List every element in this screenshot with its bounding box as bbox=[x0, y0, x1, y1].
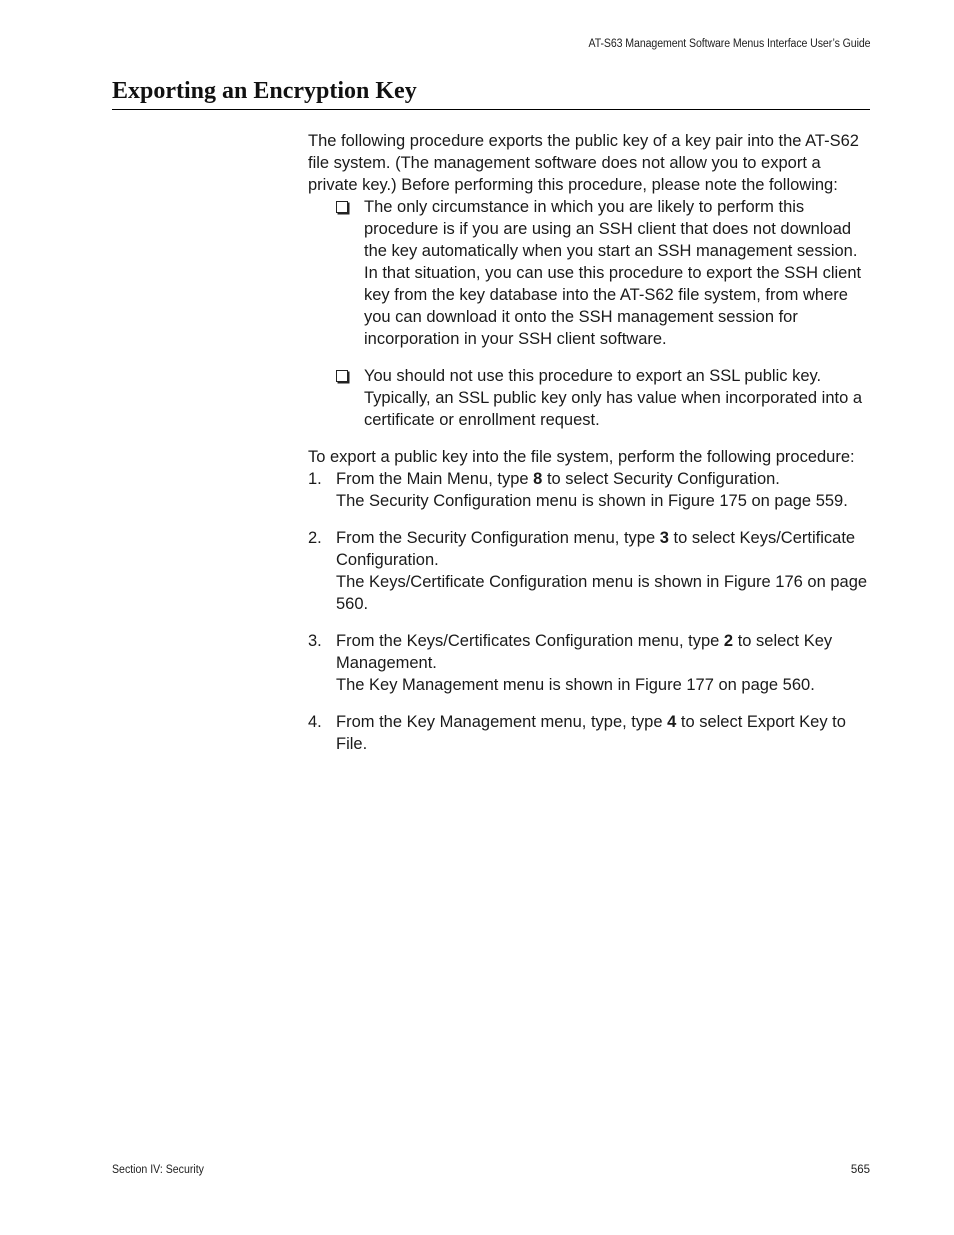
step-number: 4. bbox=[308, 713, 322, 731]
step-number: 1. bbox=[308, 470, 322, 488]
page-number: 565 bbox=[850, 1164, 870, 1176]
step-instruction bbox=[336, 711, 870, 755]
step-key: 3 bbox=[659, 529, 669, 547]
step-text-post: to select Keys/Certificate Configuration. bbox=[336, 529, 856, 569]
footer-section: Section IV: Security bbox=[112, 1164, 204, 1176]
procedure-intro: To export a public key into the file system, perform the following procedure: bbox=[308, 448, 855, 466]
procedure-steps bbox=[308, 468, 870, 755]
step-text-pre: From the Keys/Certificates Configuration menu, type bbox=[336, 632, 724, 650]
checkbox-bullet-icon bbox=[336, 201, 348, 213]
step-number: 2. bbox=[308, 529, 322, 547]
step-item bbox=[308, 711, 870, 755]
step-note: The Key Management menu is shown in Figure 177 on page 560. bbox=[336, 676, 815, 694]
step-item bbox=[308, 468, 870, 512]
checkbox-bullet-icon bbox=[336, 370, 348, 382]
running-header: AT-S63 Management Software Menus Interface User’s Guide bbox=[588, 38, 870, 50]
section-title: Exporting an Encryption Key bbox=[112, 78, 870, 110]
step-instruction bbox=[336, 527, 870, 571]
step-key: 2 bbox=[723, 632, 734, 650]
step-text-post: to select Key Management. bbox=[336, 632, 833, 672]
step-key: 4 bbox=[667, 713, 677, 731]
step-text-pre: From the Key Management menu, type, type bbox=[336, 713, 668, 731]
note-list bbox=[308, 196, 870, 431]
step-key: 8 bbox=[533, 470, 543, 488]
step-number: 3. bbox=[308, 632, 322, 650]
step-note: The Keys/Certificate Configuration menu is shown in Figure 176 on page 560. bbox=[336, 573, 868, 613]
note-text: The only circumstance in which you are likely to perform this procedure is if you are using an SSH client that does not download the key automatically when you start an SSH management session. In that situation, you can use this procedure to export the SSH client key from the key database into the AT-S62 file system, from where you can download it onto the SSH management session for incorporation in your SSH client software. bbox=[364, 198, 862, 348]
step-text-post: to select Export Key to File. bbox=[336, 713, 846, 753]
note-text: You should not use this procedure to export an SSL public key. Typically, an SSL public key only has value when incorporated into a certificate or enrollment request. bbox=[364, 367, 863, 429]
note-item bbox=[336, 365, 870, 431]
body-content bbox=[308, 130, 870, 770]
step-note: The Security Configuration menu is shown in Figure 175 on page 559. bbox=[336, 492, 848, 510]
step-item bbox=[308, 630, 870, 696]
step-instruction bbox=[336, 630, 870, 674]
step-text-pre: From the Main Menu, type bbox=[336, 470, 534, 488]
step-text-pre: From the Security Configuration menu, type bbox=[336, 529, 660, 547]
note-item bbox=[336, 196, 870, 350]
intro-paragraph: The following procedure exports the public key of a key pair into the AT-S62 file system. (The management software does not allow you to export a private key.) Before performing this procedure, please note the following: bbox=[308, 132, 859, 194]
step-instruction bbox=[336, 468, 870, 490]
step-item bbox=[308, 527, 870, 615]
step-text-post: to select Security Configuration. bbox=[542, 470, 780, 488]
